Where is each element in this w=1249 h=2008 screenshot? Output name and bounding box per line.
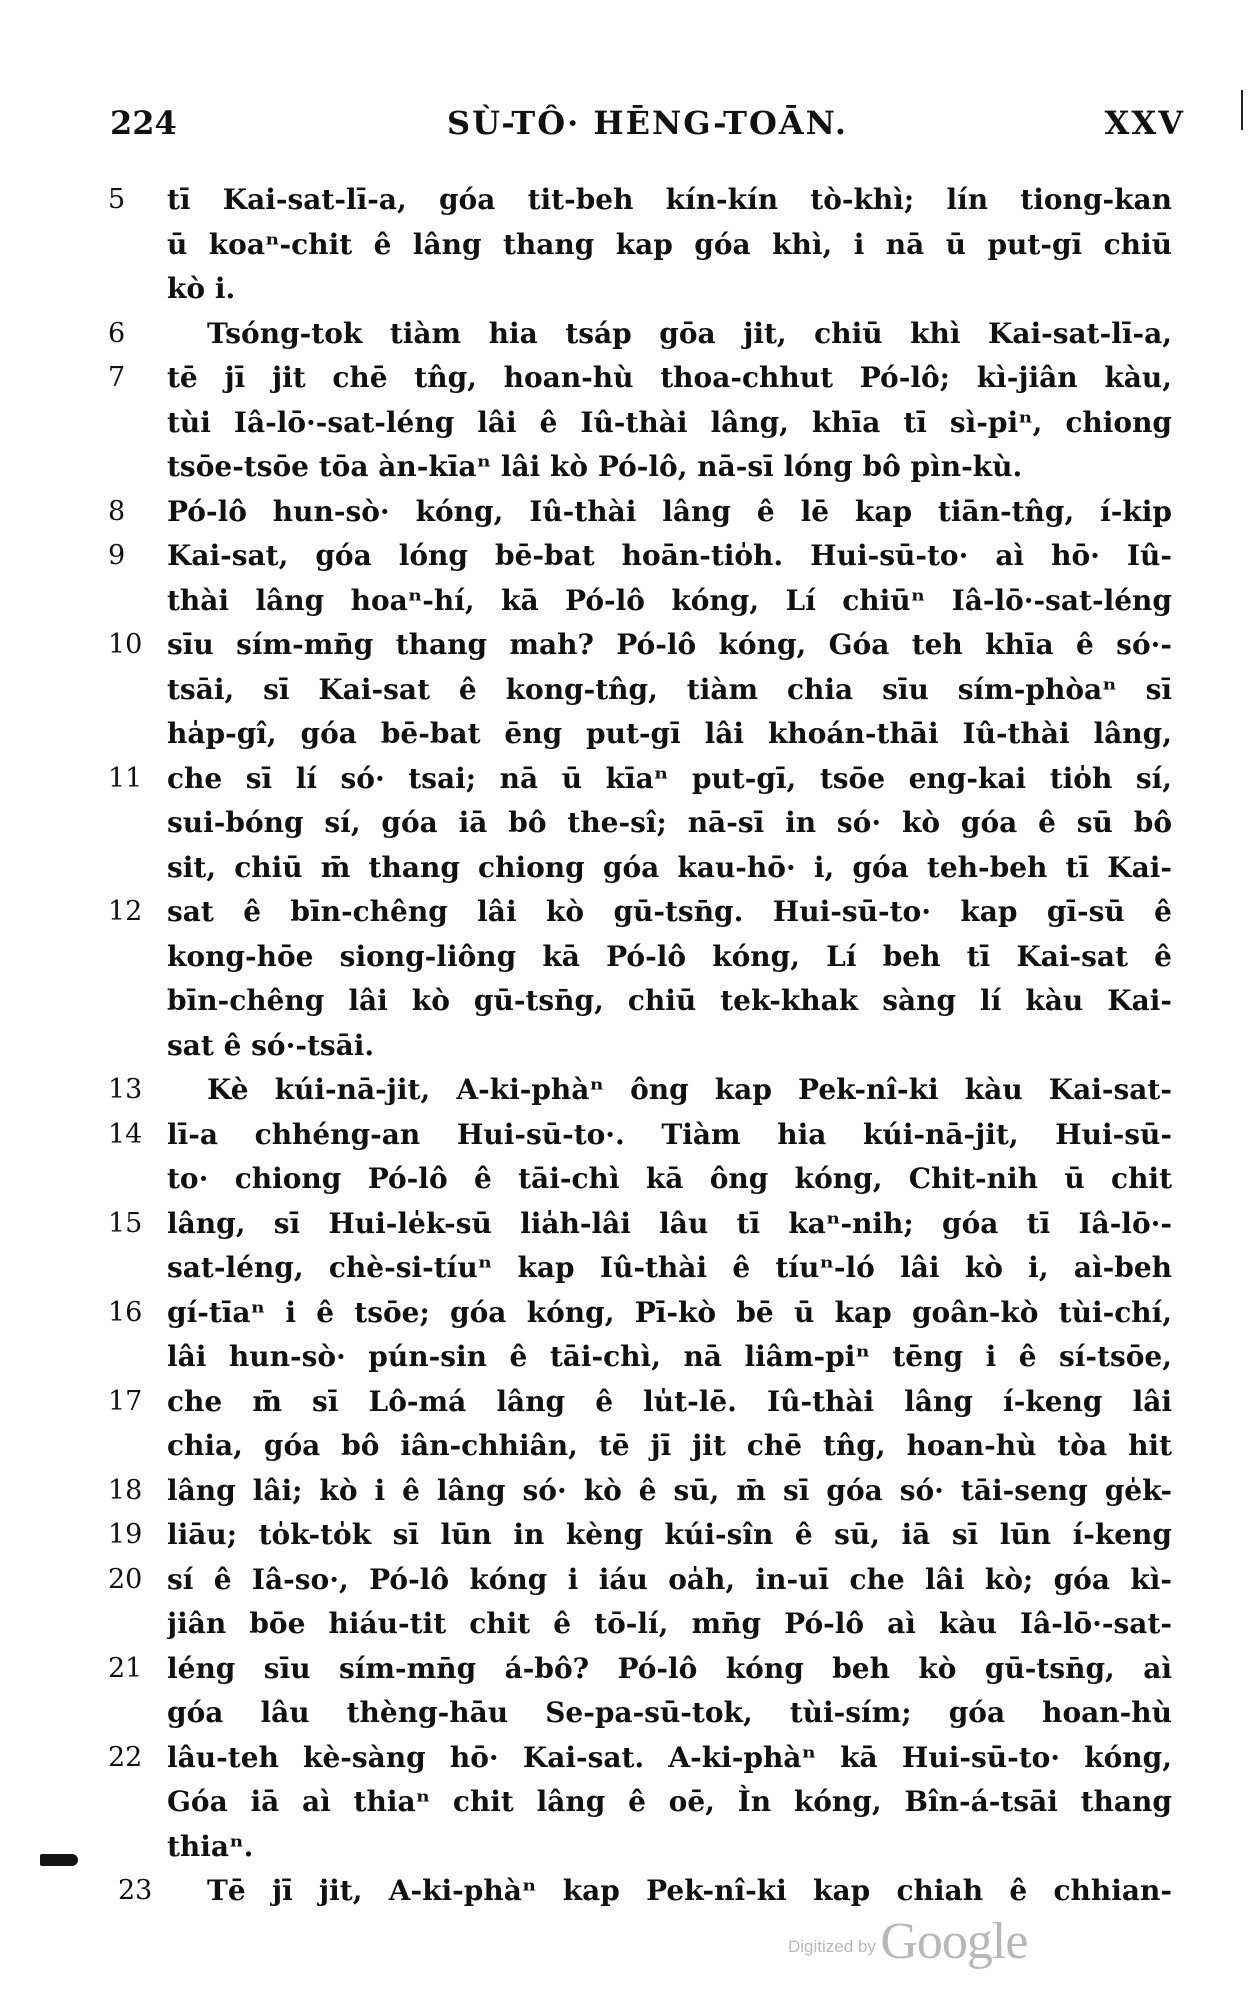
google-logo-text: Google [880,1913,1028,1970]
line-text: Tsóng-tok tiàm hia tsáp gōa jit, chiū khì Kai-sat-lī-a, [207,316,1172,350]
line-text: léng sīu sím-mn̄g á-bô? Pó-lô kóng beh kò gū-tsn̄g, aì [167,1651,1172,1685]
verse-number: 5 [108,184,126,215]
text-line [0,579,1249,624]
verse-number: 19 [108,1519,143,1550]
line-text: Kai-sat, góa lóng bē-bat hoān-tio̍h. Hui-sū-to· aì hō· Iû- [167,539,1172,572]
line-text: sat ê bīn-chêng lâi kò gū-tsn̄g. Hui-sū-to· kap gī-sū ê [167,895,1172,928]
line-text: liāu; to̍k-to̍k sī lūn in kèng kúi-sîn ê sū, iā sī lūn í-keng [167,1518,1172,1551]
text-line [0,1691,1249,1736]
line-text: tsāi, sī Kai-sat ê kong-tn̂g, tiàm chia sīu sím-phòaⁿ sī [167,672,1172,706]
line-text: to· chiong Pó-lô ê tāi-chì kā ông kóng, Chit-nih ū chit [167,1162,1172,1195]
line-text: kò i. [167,272,236,305]
line-text: che m̄ sī Lô-má lâng ê lu̍t-lē. Iû-thài lâng í-keng lâi [167,1384,1172,1418]
digitized-by-google-watermark [788,1912,1027,1971]
text-line [0,1558,1249,1603]
verse-number: 7 [108,362,126,393]
line-text: sit, chiū m̄ thang chiong góa kau-hō· i, góa teh-beh tī Kai- [167,850,1172,884]
verse-number: 10 [108,629,143,660]
line-text: tsōe-tsōe tōa àn-kīaⁿ lâi kò Pó-lô, nā-sī lóng bô pìn-kù. [167,450,1023,483]
text-line [0,1202,1249,1247]
text-line [0,267,1249,312]
line-text: sat ê só·-tsāi. [167,1028,375,1062]
text-line [0,401,1249,446]
verse-number: 23 [118,1875,153,1906]
line-text: Góa iā aì thiaⁿ chit lâng ê oē, Ìn kóng, Bîn-á-tsāi thang [167,1785,1172,1818]
line-text: sui-bóng sí, góa iā bô the-sî; nā-sī in só· kò góa ê sū bô [167,806,1172,839]
chapter-number: XXV [1104,104,1185,142]
line-text: gí-tīaⁿ i ê tsōe; góa kóng, Pī-kò bē ū kap goân-kò tùi-chí, [167,1295,1172,1329]
line-text: ū koaⁿ-chit ê lâng thang kap góa khì, i nā ū put-gī chiū [167,227,1172,261]
verse-number: 12 [108,896,143,927]
line-text: Tē jī jit, A-ki-phàⁿ kap Pek-nî-ki kap chiah ê chhian- [207,1874,1172,1907]
text-line [0,1335,1249,1380]
text-line [0,1736,1249,1781]
text-line [0,1469,1249,1514]
verse-number: 18 [108,1474,143,1506]
text-line [0,1291,1249,1336]
text-line [0,1869,1249,1914]
text-line [0,1513,1249,1558]
running-title: SÙ-TÔ· HĒNG-TOĀN. [446,104,849,142]
text-line [0,1602,1249,1647]
text-line [0,1024,1249,1069]
verse-number: 6 [108,317,126,349]
text-line [0,1825,1249,1870]
margin-mark [1241,90,1243,130]
text-line [0,1647,1249,1692]
text-line [0,1780,1249,1825]
line-text: tē jī jit chē tn̂g, hoan-hù thoa-chhut Pó-lô; kì-jiân kàu, [167,361,1172,394]
verse-number: 8 [108,495,126,527]
line-text: góa lâu thèng-hāu Se-pa-sū-tok, tùi-sím; góa hoan-hù [167,1696,1172,1729]
verse-number: 21 [108,1652,143,1684]
text-line [0,490,1249,535]
line-text: sat-léng, chè-si-tíuⁿ kap Iû-thài ê tíuⁿ-ló lâi kò i, aì-beh [167,1251,1172,1284]
text-line [0,178,1249,223]
line-text: che sī lí só· tsai; nā ū kīaⁿ put-gī, tsōe eng-kai tio̍h sí, [167,761,1172,795]
line-text: lâng lâi; kò i ê lâng só· kò ê sū, m̄ sī góa só· tāi-seng ge̍k- [167,1473,1172,1507]
line-text: chia, góa bô iân-chhiân, tē jī jit chē tn̂g, hoan-hù tòa hit [167,1429,1172,1462]
text-line [0,979,1249,1024]
text-line [0,1068,1249,1113]
text-line [0,757,1249,802]
text-line [0,1424,1249,1469]
verse-number: 17 [108,1385,143,1417]
line-text: thài lâng hoaⁿ-hí, kā Pó-lô kóng, Lí chiūⁿ Iâ-lō·-sat-léng [167,583,1172,617]
line-text: thiaⁿ. [167,1829,254,1863]
text-line [0,1246,1249,1291]
line-text: ha̍p-gî, góa bē-bat ēng put-gī lâi khoán-thāi Iû-thài lâng, [167,717,1172,750]
text-line [0,712,1249,757]
margin-pointer-mark [40,1854,78,1866]
line-text: lâng, sī Hui-le̍k-sū lia̍h-lâi lâu tī kaⁿ-nih; góa tī Iâ-lō·- [167,1206,1172,1240]
chapter-text [0,178,1249,1914]
text-line [0,623,1249,668]
text-line [0,356,1249,401]
running-header [110,104,1185,154]
verse-number: 11 [108,762,143,794]
verse-number: 13 [108,1074,143,1105]
text-line [0,801,1249,846]
line-text: tùi Iâ-lō·-sat-léng lâi ê Iû-thài lâng, khīa tī sì-piⁿ, chiong [167,405,1172,439]
line-text: lâi hun-sò· pún-sin ê tāi-chì, nā liâm-piⁿ tēng i ê sí-tsōe, [167,1340,1172,1373]
line-text: Kè kúi-nā-jit, A-ki-phàⁿ ông kap Pek-nî-ki kàu Kai-sat- [207,1073,1172,1106]
text-line [0,846,1249,891]
text-line [0,668,1249,713]
text-line [0,445,1249,490]
text-line [0,935,1249,980]
text-line [0,534,1249,579]
line-text: Pó-lô hun-sò· kóng, Iû-thài lâng ê lē kap tiān-tn̂g, í-kip [167,494,1172,528]
line-text: jiân bōe hiáu-tit chit ê tō-lí, mn̄g Pó-lô aì kàu Iâ-lō·-sat- [167,1607,1172,1640]
text-line [0,1157,1249,1202]
line-text: sí ê Iâ-so·, Pó-lô kóng i iáu oa̍h, in-uī che lâi kò; góa kì- [167,1562,1172,1596]
line-text: kong-hōe siong-liông kā Pó-lô kóng, Lí beh tī Kai-sat ê [167,939,1172,973]
line-text: lâu-teh kè-sàng hō· Kai-sat. A-ki-phàⁿ kā Hui-sū-to· kóng, [167,1740,1172,1774]
text-line [0,312,1249,357]
verse-number: 15 [108,1207,143,1239]
line-text: bīn-chêng lâi kò gū-tsn̄g, chiū tek-khak sàng lí kàu Kai- [167,984,1172,1017]
text-line [0,223,1249,268]
verse-number: 9 [108,540,126,571]
verse-number: 22 [108,1741,143,1773]
digitized-label: Digitized by [788,1937,876,1956]
line-text: sīu sím-mn̄g thang mah? Pó-lô kóng, Góa teh khīa ê só·- [167,628,1172,661]
page-number: 224 [110,104,177,142]
line-text: tī Kai-sat-lī-a, góa tit-beh kín-kín tò-khì; lín tiong-kan [167,183,1172,216]
verse-number: 20 [108,1563,143,1595]
text-line [0,1380,1249,1425]
verse-number: 14 [108,1118,143,1150]
line-text: lī-a chhéng-an Hui-sū-to·. Tiàm hia kúi-nā-jit, Hui-sū- [167,1117,1172,1151]
text-line [0,1113,1249,1158]
verse-number: 16 [108,1296,143,1328]
text-line [0,890,1249,935]
